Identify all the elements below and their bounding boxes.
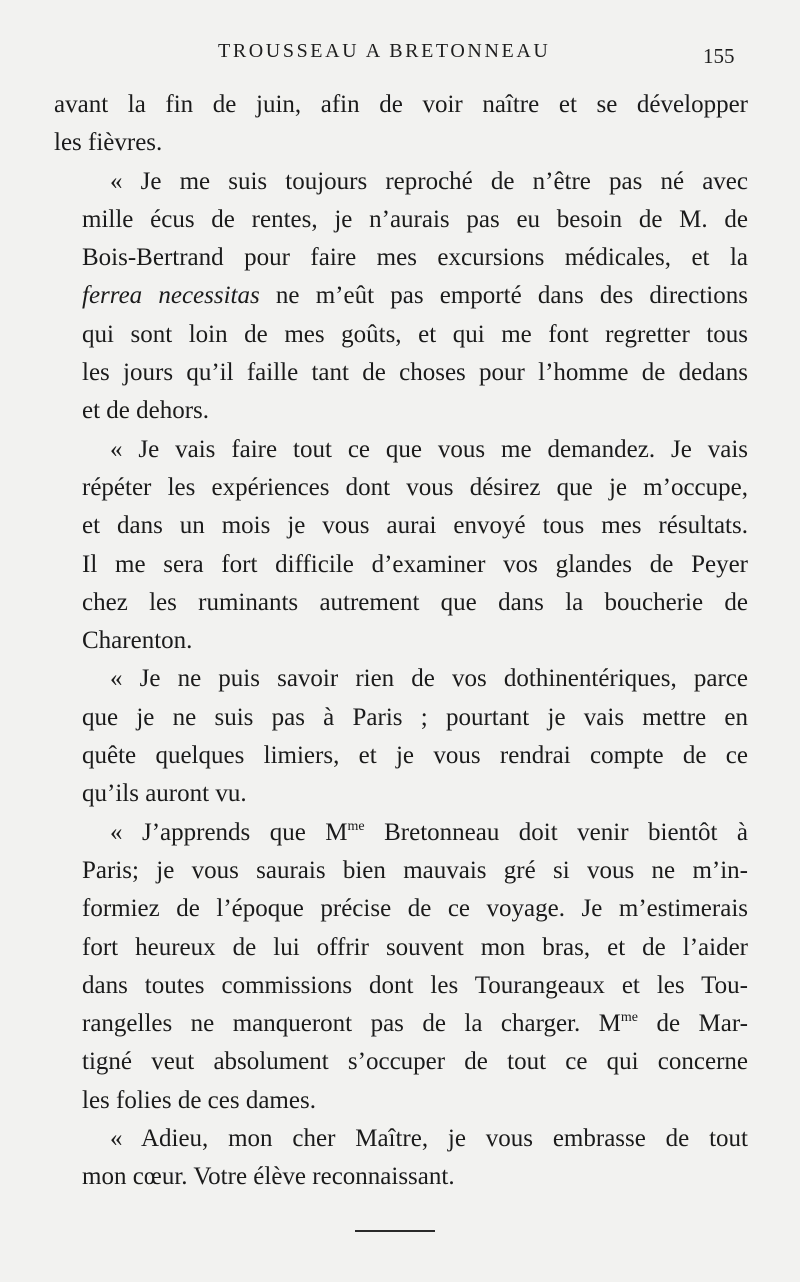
text-line: tigné veut absolument s’occuper de tout ce qui concerne (82, 1048, 748, 1076)
text-line: Bois-Bertrand pour faire mes excursions médicales, et la (82, 244, 748, 272)
text-line: et de dehors. (82, 397, 210, 425)
paragraph-5 (54, 814, 748, 1120)
text-line: « Je ne puis savoir rien de vos dothinentériques, parce (110, 665, 748, 693)
text-line: « Adieu, mon cher Maître, je vous embrasse de tout (110, 1125, 748, 1153)
text-line: fort heureux de lui offrir souvent mon bras, et de l’aider (82, 933, 748, 961)
running-title: TROUSSEAU A BRETONNEAU (218, 40, 551, 62)
text-line: Paris; je vous saurais bien mauvais gré si vous ne m’in- (82, 856, 748, 884)
text-line: « Je me suis toujours reproché de n’être pas né avec (110, 167, 748, 195)
paragraph-1 (54, 86, 748, 163)
latin-phrase: ferrea necessitas (82, 282, 260, 310)
text-line: les fièvres. (54, 129, 163, 157)
text-line: et dans un mois je vous aurai envoyé tous mes résultats. (82, 512, 748, 540)
letter-body (54, 86, 748, 1197)
paragraph-6 (54, 1120, 748, 1197)
text-line: les folies de ces dames. (82, 1086, 316, 1114)
superscript: me (620, 1010, 639, 1026)
running-head (0, 40, 800, 70)
text-line (54, 814, 748, 852)
text-line: qu’ils auront vu. (82, 780, 247, 808)
text-line: répéter les expériences dont vous désirez que je m’occupe, (82, 473, 748, 501)
text-line: Charenton. (82, 627, 193, 655)
text-segment: rangelles ne manqueront pas de la charger. M (82, 1010, 621, 1038)
text-line: quête quelques limiers, et je vous rendrai compte de ce (82, 742, 748, 770)
text-line (54, 1005, 748, 1043)
text-segment: ne m’eût pas emporté dans des directions (259, 282, 748, 310)
text-line: dans toutes commissions dont les Tourangeaux et les Tou- (82, 971, 748, 999)
text-line: les jours qu’il faille tant de choses pour l’homme de dedans (82, 359, 748, 387)
paragraph-4 (54, 660, 748, 813)
closing-rule (355, 1230, 435, 1232)
text-segment: « J’apprends que M (110, 818, 348, 846)
text-line: chez les ruminants autrement que dans la boucherie de (82, 588, 748, 616)
text-segment: Bretonneau doit venir bientôt à (364, 818, 748, 846)
text-line: que je ne suis pas à Paris ; pourtant je vais mettre en (82, 703, 748, 731)
paragraph-3 (54, 431, 748, 661)
text-line (54, 277, 748, 315)
text-line: avant la fin de juin, afin de voir naître et se développer (54, 91, 748, 118)
text-line: mille écus de rentes, je n’aurais pas eu besoin de M. de (82, 205, 748, 233)
text-segment: de Mar- (638, 1010, 748, 1038)
text-line: « Je vais faire tout ce que vous me demandez. Je vais (110, 435, 748, 463)
text-line: qui sont loin de mes goûts, et qui me font regretter tous (82, 320, 748, 348)
superscript: me (347, 818, 365, 834)
page-number: 155 (703, 44, 735, 68)
text-line: formiez de l’époque précise de ce voyage. Je m’estimerais (82, 895, 748, 923)
text-line: Il me sera fort difficile d’examiner vos glandes de Peyer (82, 550, 748, 578)
text-line: mon cœur. Votre élève reconnaissant. (82, 1163, 455, 1191)
paragraph-2 (54, 163, 748, 431)
